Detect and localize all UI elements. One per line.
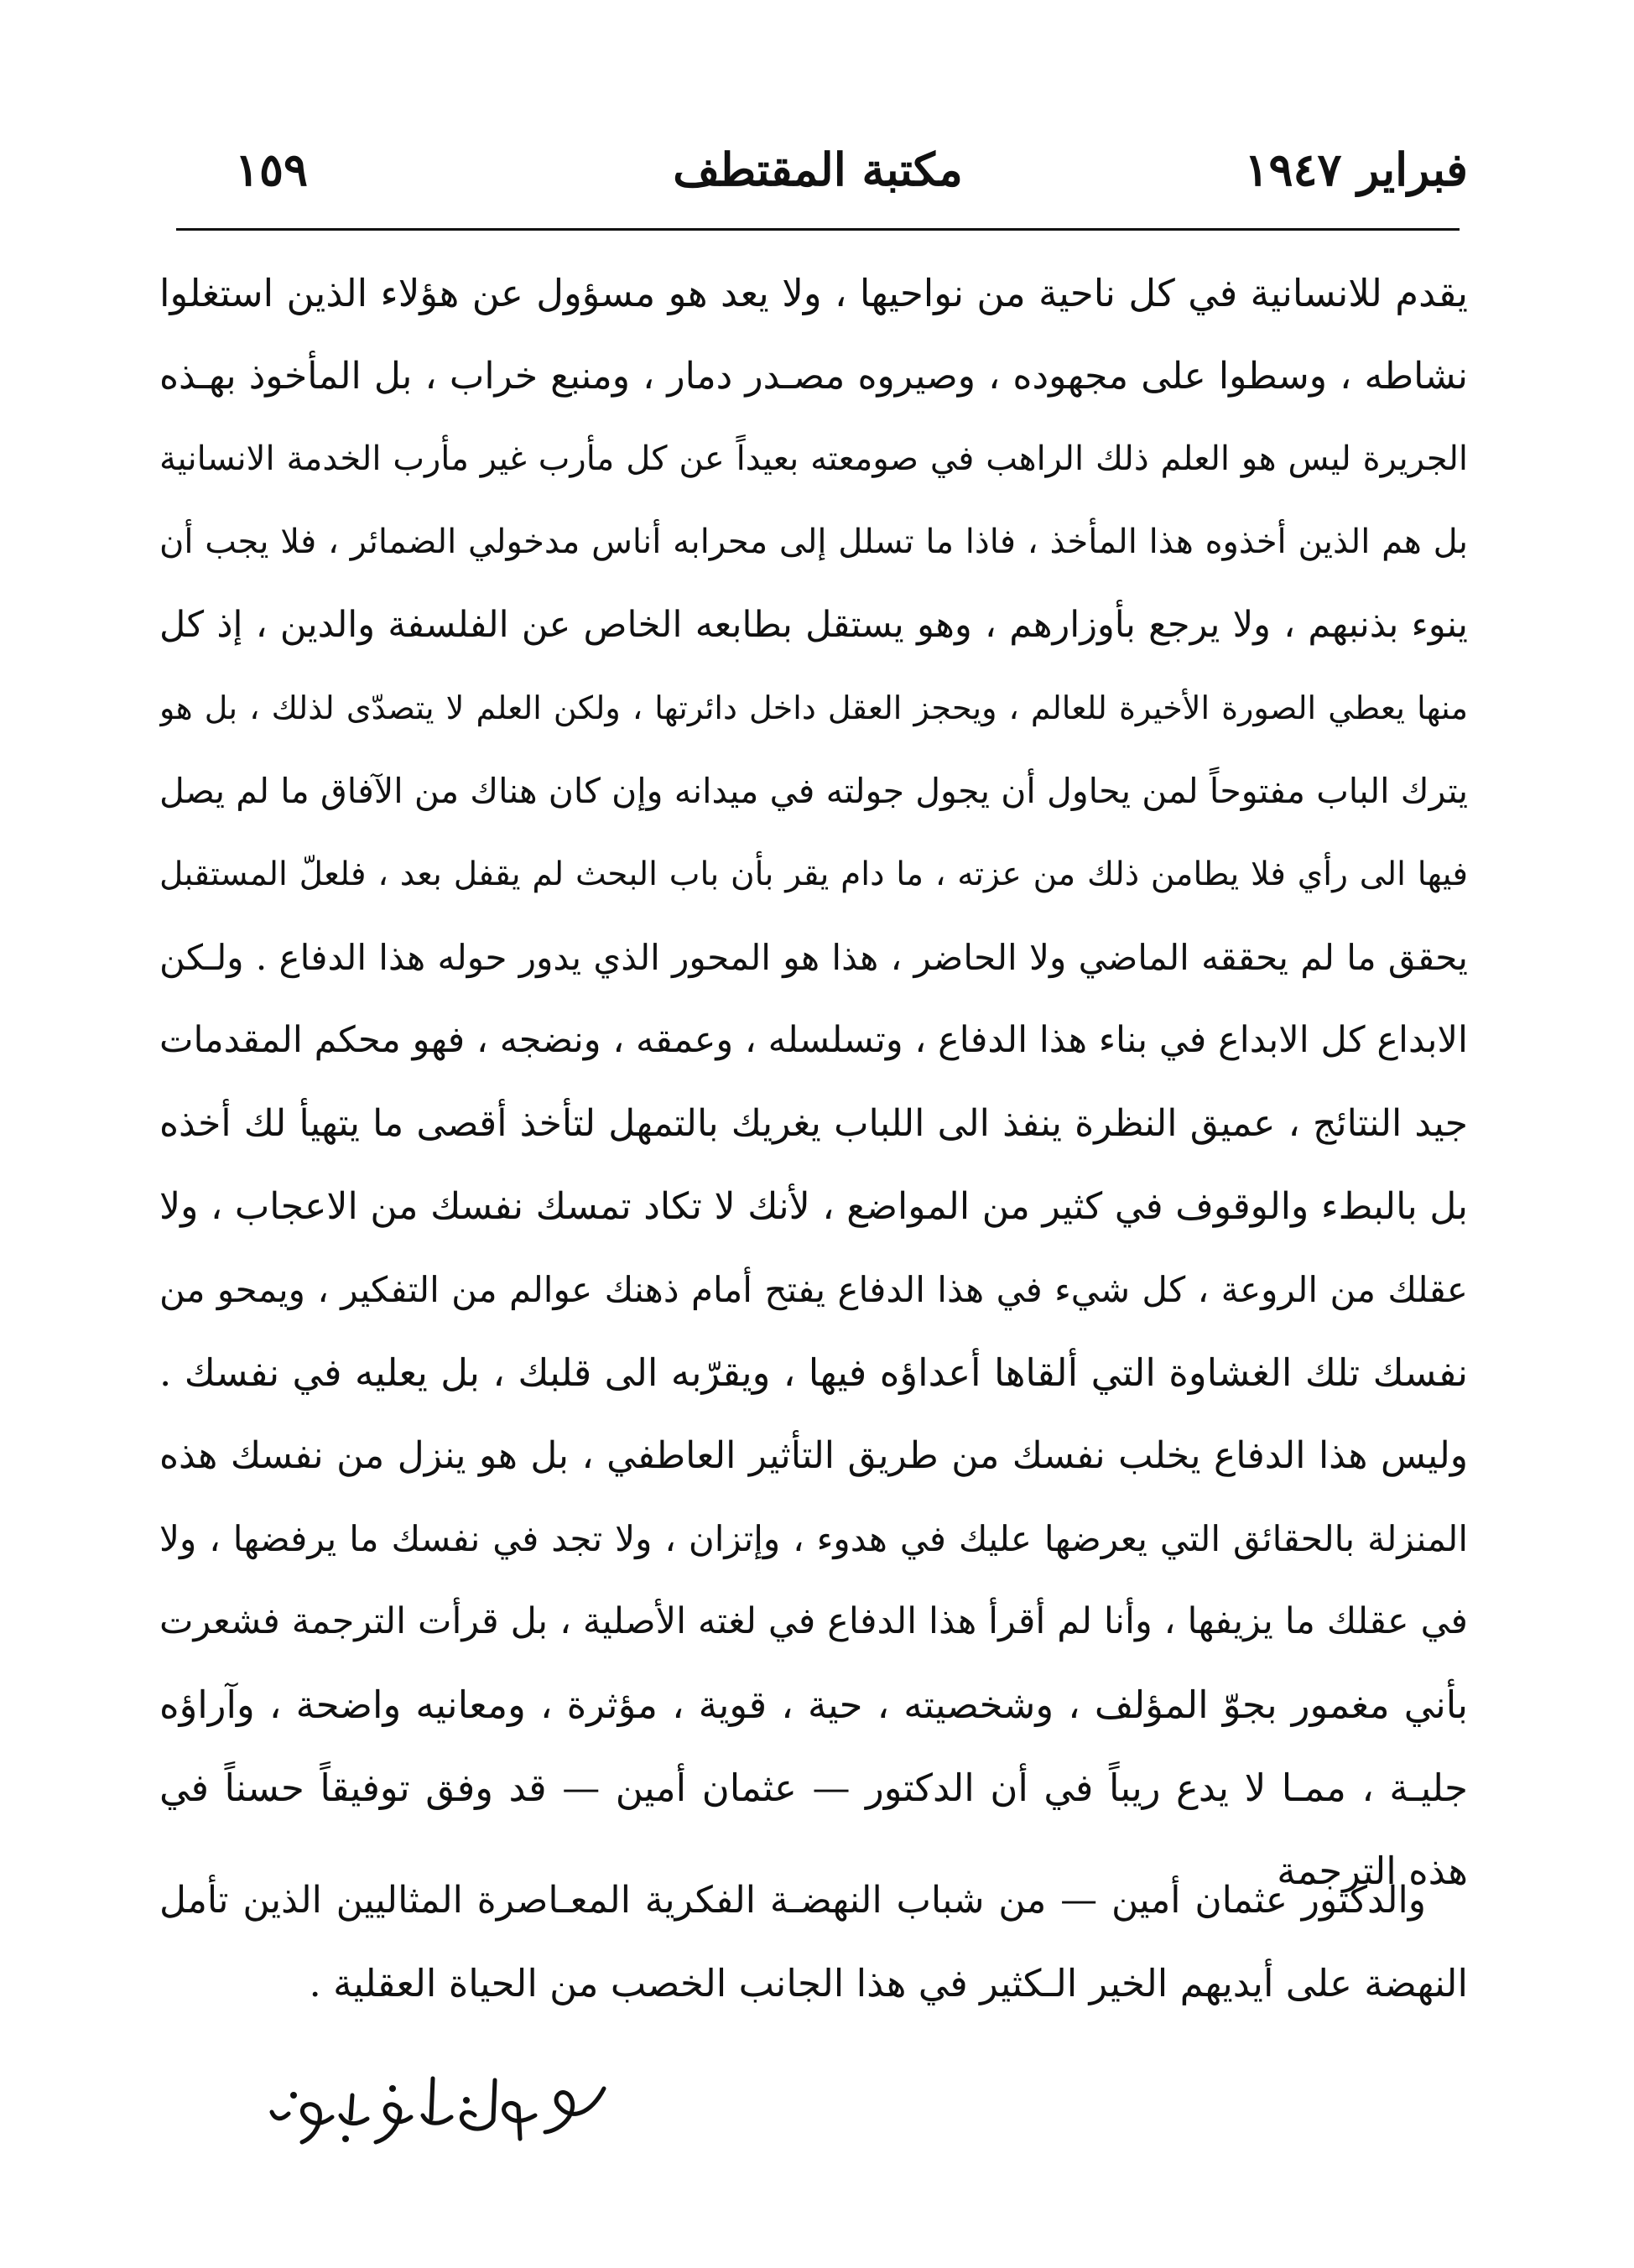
issue-date: فبراير ١٩٤٧ [1244, 143, 1468, 196]
header-divider [176, 228, 1460, 231]
text-line: بل بالبطء والوقوف في كثير من المواضع ، لأنك لا تكاد تمسك نفسك من الاعجاب ، ولا [159, 1185, 1468, 1228]
text-line: ينوء بذنبهم ، ولا يرجع بأوزارهم ، وهو يستقل بطابعه الخاص عن الفلسفة والدين ، إذ كل [159, 604, 1468, 646]
handwritten-signature [268, 2055, 621, 2156]
paragraph-1 [159, 252, 1468, 1912]
page-number: ١٥٩ [235, 143, 309, 196]
text-line: الجريرة ليس هو العلم ذلك الراهب في صومعته بعيداً عن كل مأرب غير مأرب الخدمة الانسانية [159, 440, 1468, 478]
text-line: نشاطه ، وسطوا على مجهوده ، وصيروه مصـدر دمار ، ومنبع خراب ، بل المأخوذ بهـذه [159, 355, 1468, 398]
text-line: في عقلك ما يزيفها ، وأنا لم أقرأ هذا الدفاع في لغته الأصلية ، بل قرأت الترجمة فشعرت [159, 1600, 1468, 1642]
page-header [168, 126, 1468, 218]
text-line: فيها الى رأي فلا يطامن ذلك من عزته ، ما دام يقر بأن باب البحث لم يقفل بعد ، فلعلّ المستقبل [159, 856, 1468, 893]
text-line: نفسك تلك الغشاوة التي ألقاها أعداؤه فيها ، ويقرّبه الى قلبك ، بل يعليه في نفسك . [159, 1350, 1468, 1395]
text-line: يقدم للانسانية في كل ناحية من نواحيها ، ولا يعد هو مسؤول عن هؤلاء الذين استغلوا [159, 271, 1468, 315]
text-line: والدكتور عثمان أمين — من شباب النهضـة الفكرية المعـاصرة المثاليين الذين تأمل [159, 1879, 1426, 1922]
section-title: مكتبة المقتطف [673, 143, 963, 196]
paragraph-2 [159, 1859, 1468, 2025]
author-signature [268, 2055, 621, 2156]
text-line: وليس هذا الدفاع يخلب نفسك من طريق التأثير العاطفي ، بل هو ينزل من نفسك هذه [159, 1434, 1468, 1477]
text-line: بل هم الذين أخذوه هذا المأخذ ، فاذا ما تسلل إلى محرابه أناس مدخولي الضمائر ، فلا يجب أن [159, 523, 1468, 561]
text-line: النهضة على أيديهم الخير الـكثير في هذا الجانب الخصب من الحياة العقلية . [309, 1961, 1468, 2005]
text-line: هذه الترجمة [1277, 1849, 1468, 1893]
text-line: منها يعطي الصورة الأخيرة للعالم ، ويحجز العقل داخل دائرتها ، ولكن العلم لا يتصدّى لذلك ، بل هو [159, 689, 1468, 726]
text-line: جيد النتائج ، عميق النظرة ينفذ الى اللباب يغريك بالتمهل لتأخذ أقصى ما يتهيأ لك أخذه [159, 1102, 1468, 1145]
text-line: الابداع كل الابداع في بناء هذا الدفاع ، وتسلسله ، وعمقه ، ونضجه ، فهو محكم المقدمات [159, 1019, 1468, 1061]
text-line: يترك الباب مفتوحاً لمن يحاول أن يجول جولته في ميدانه وإن كان هناك من الآفاق ما لم يصل [159, 771, 1468, 811]
text-line: جليـة ، ممـا لا يدع ريباً في أن الدكتور — عثمان أمين — قد وفق توفيقاً حسناً في [159, 1766, 1468, 1810]
text-line: بأني مغمور بجوّ المؤلف ، وشخصيته ، حية ، قوية ، مؤثرة ، ومعانيه واضحة ، وآراؤه [159, 1683, 1468, 1727]
text-line: يحقق ما لم يحققه الماضي ولا الحاضر ، هذا هو المحور الذي يدور حوله هذا الدفاع . ولـكن [159, 937, 1468, 978]
text-line: المنزلة بالحقائق التي يعرضها عليك في هدوء ، وإتزان ، ولا تجد في نفسك ما يرفضها ، ولا [159, 1518, 1468, 1559]
text-line: عقلك من الروعة ، كل شيء في هذا الدفاع يفتح أمام ذهنك عوالم من التفكير ، ويمحو من [159, 1269, 1468, 1310]
